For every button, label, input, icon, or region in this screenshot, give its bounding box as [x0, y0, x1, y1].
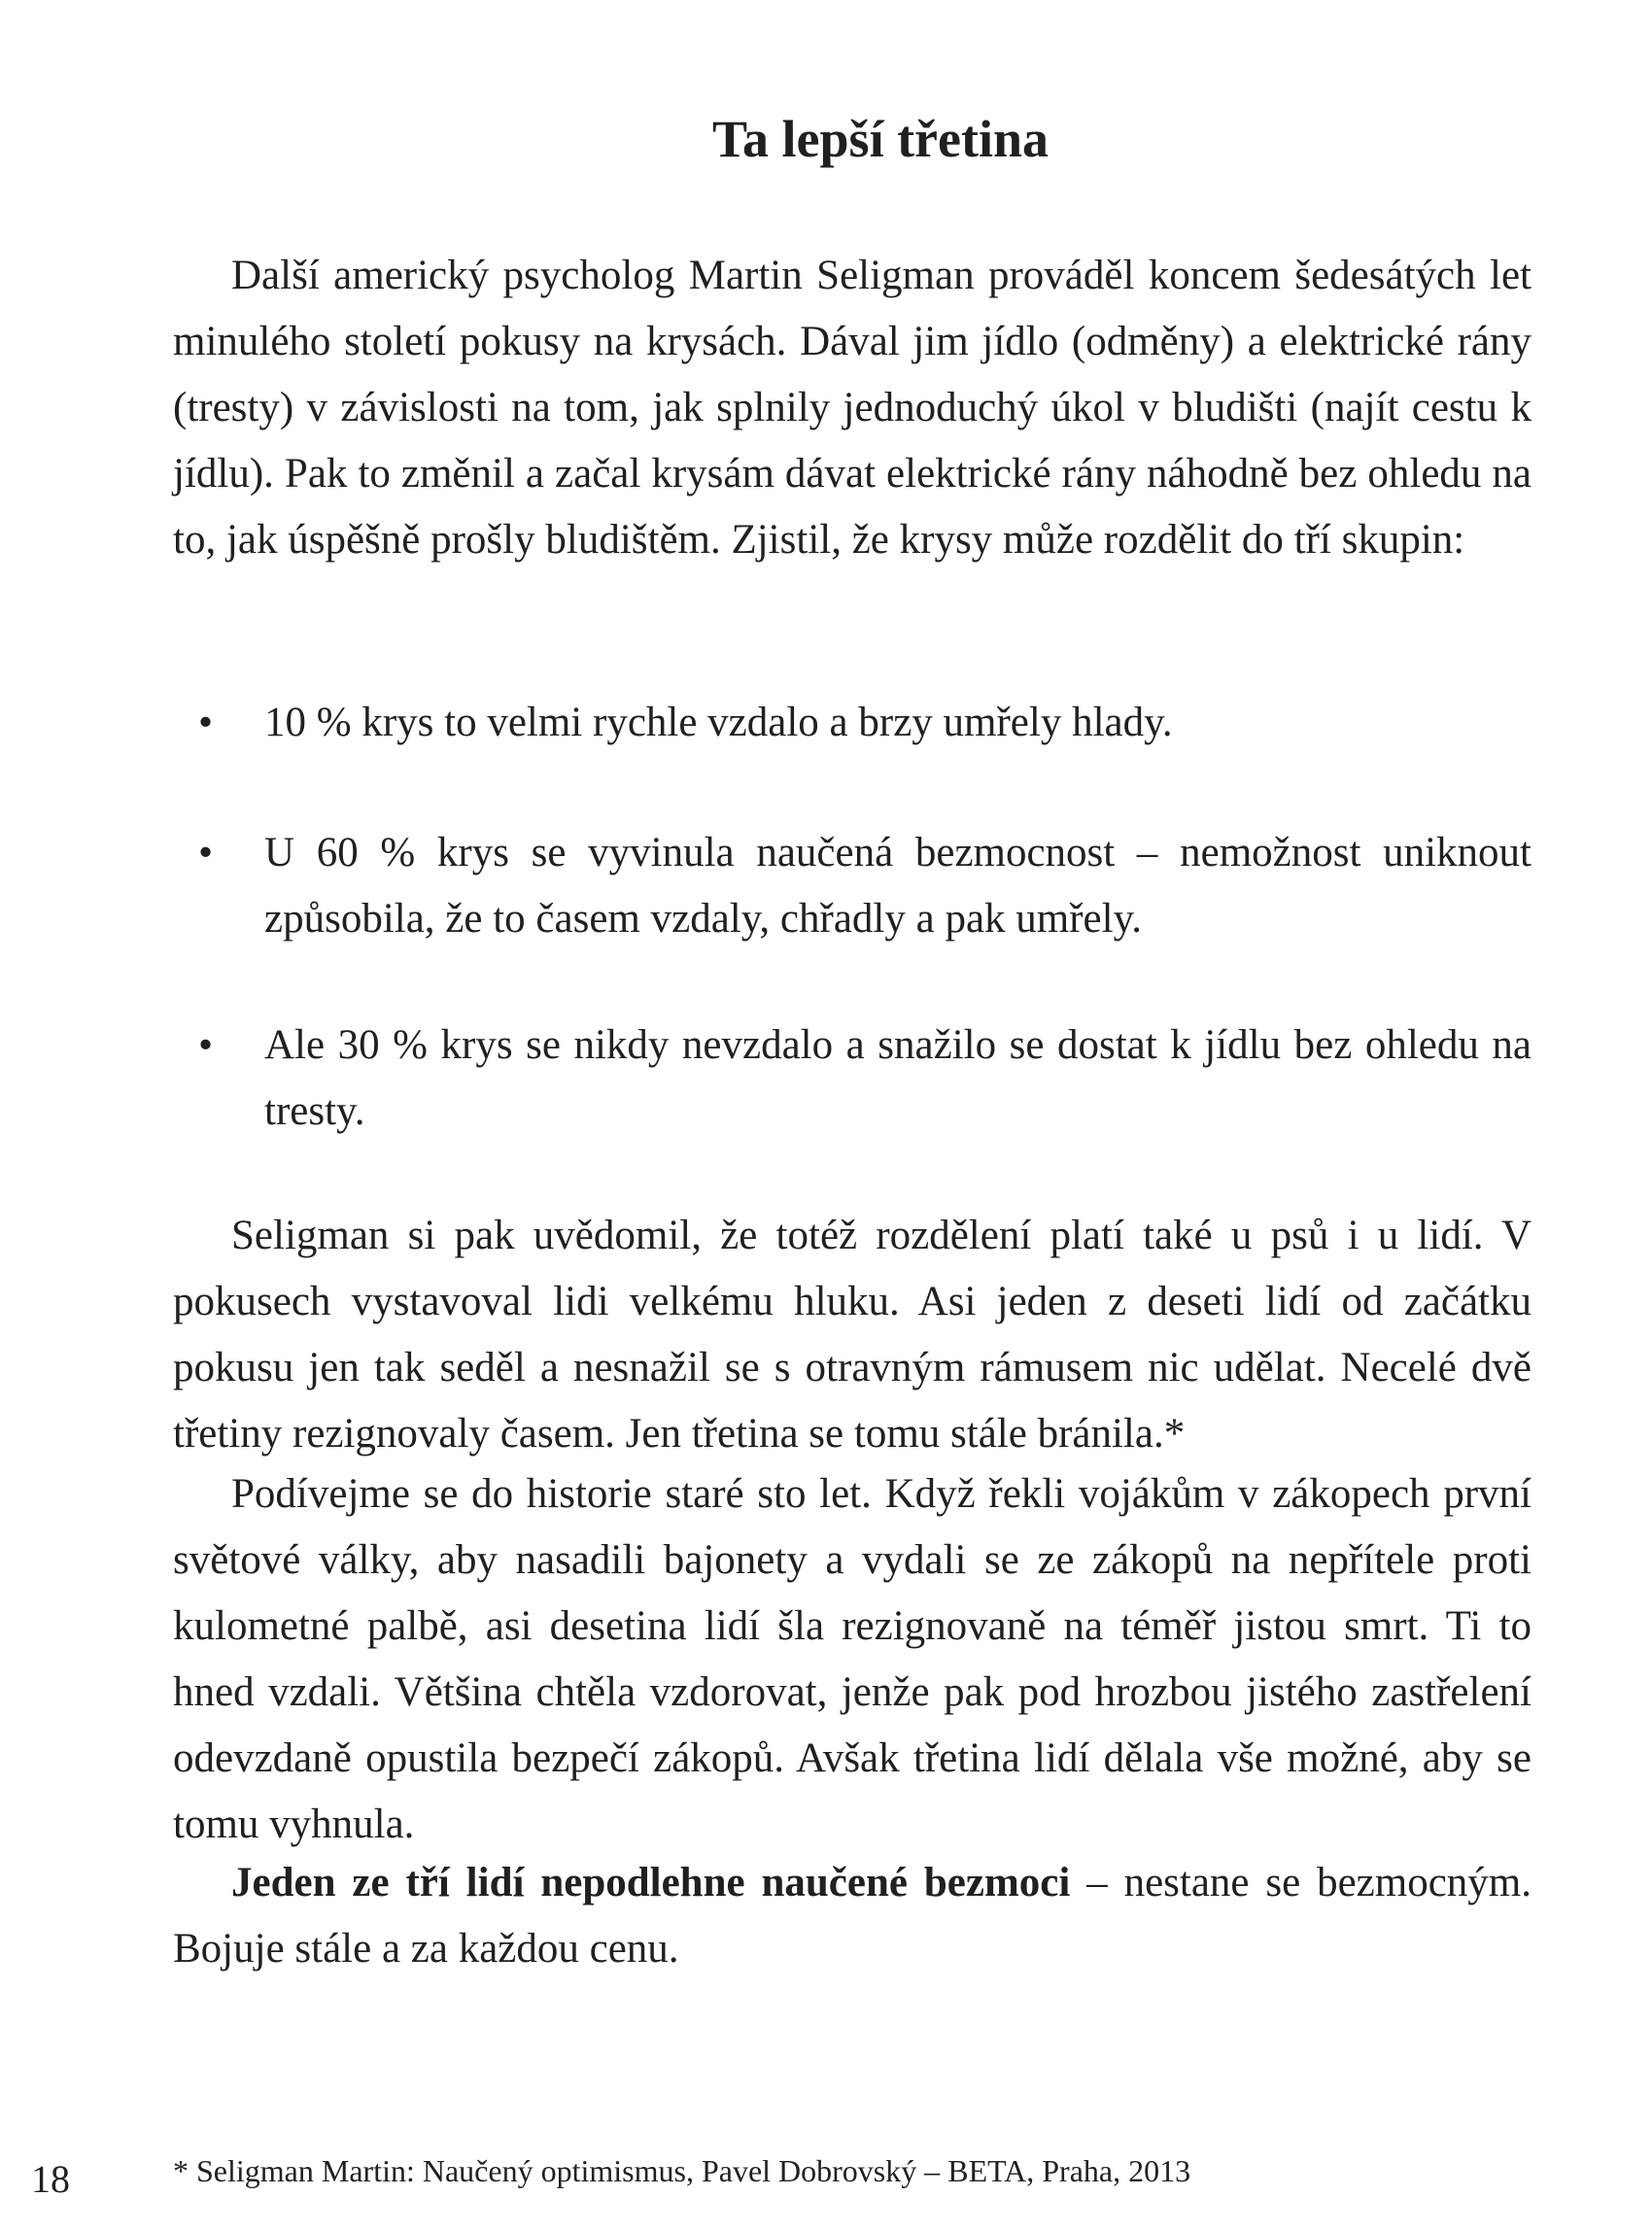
- bullet-item: [198, 1013, 1532, 1145]
- conclusion-rest: – nestane se bezmocným. Bojuje stále a za každou cenu.: [173, 1860, 1532, 1972]
- bullet-text: U 60 % krys se vyvinula naučená bezmocnost – nemožnost uniknout způsobila, že to časem vzdaly, chřadly a pak umřely.: [264, 830, 1532, 942]
- paragraph-seligman: Seligman si pak uvědomil, že totéž rozdělení platí také u psů i u lidí. V pokusech vystavoval lidi velkému hluku. Asi jeden z deseti lidí od začátku pokusu jen tak seděl a nesnažil se s otravným rámusem nic udělat. Necelé dvě třetiny rezignovaly časem. Jen třetina se tomu stále bránila.*: [173, 1213, 1532, 1457]
- bullet-text: 10 % krys to velmi rychle vzdalo a brzy umřely hlady.: [264, 700, 1173, 745]
- bullet-icon: •: [198, 830, 214, 875]
- paragraph-intro: Další americký psycholog Martin Seligman prováděl koncem šedesátých let minulého století pokusy na krysách. Dával jim jídlo (odměny) a elektrické rány (tresty) v závislosti na tom, jak splnily jednoduchý úkol v bludišti (najít cestu k jídlu). Pak to změnil a začal krysám dávat elektrické rány náhodně bez ohledu na to, jak úspěšně prošly bludištěm. Zjistil, že krysy může rozdělit do tří skupin:: [173, 253, 1532, 563]
- paragraph-conclusion: [173, 1850, 1532, 1982]
- page-title: Ta lepší třetina: [711, 110, 1050, 168]
- bullet-text: Ale 30 % krys se nikdy nevzdalo a snažilo se dostat k jídlu bez ohledu na tresty.: [264, 1022, 1532, 1134]
- paragraph-history: Podívejme se do historie staré sto let. Když řekli vojákům v zákopech první světové války, aby nasadili bajonety a vydali se ze zákopů na nepřítele proti kulometné palbě, asi desetina lidí šla rezignovaně na téměř jistou smrt. Ti to hned vzdali. Většina chtěla vzdorovat, jenže pak pod hrozbou jistého zastřelení odevzdaně opustila bezpečí zákopů. Avšak třetina lidí dělala vše možné, aby se tomu vyhnula.: [173, 1471, 1532, 1847]
- footnote: * Seligman Martin: Naučený optimismus, Pavel Dobrovský – BETA, Praha, 2013: [173, 2153, 1191, 2188]
- bullet-icon: •: [198, 700, 214, 745]
- page-number: 18: [31, 2157, 70, 2201]
- bullet-icon: •: [198, 1022, 214, 1068]
- bullet-item: [198, 690, 1532, 756]
- bullet-item: [198, 820, 1532, 952]
- conclusion-bold: Jeden ze tří lidí nepodlehne naučené bezmoci: [231, 1860, 1071, 1905]
